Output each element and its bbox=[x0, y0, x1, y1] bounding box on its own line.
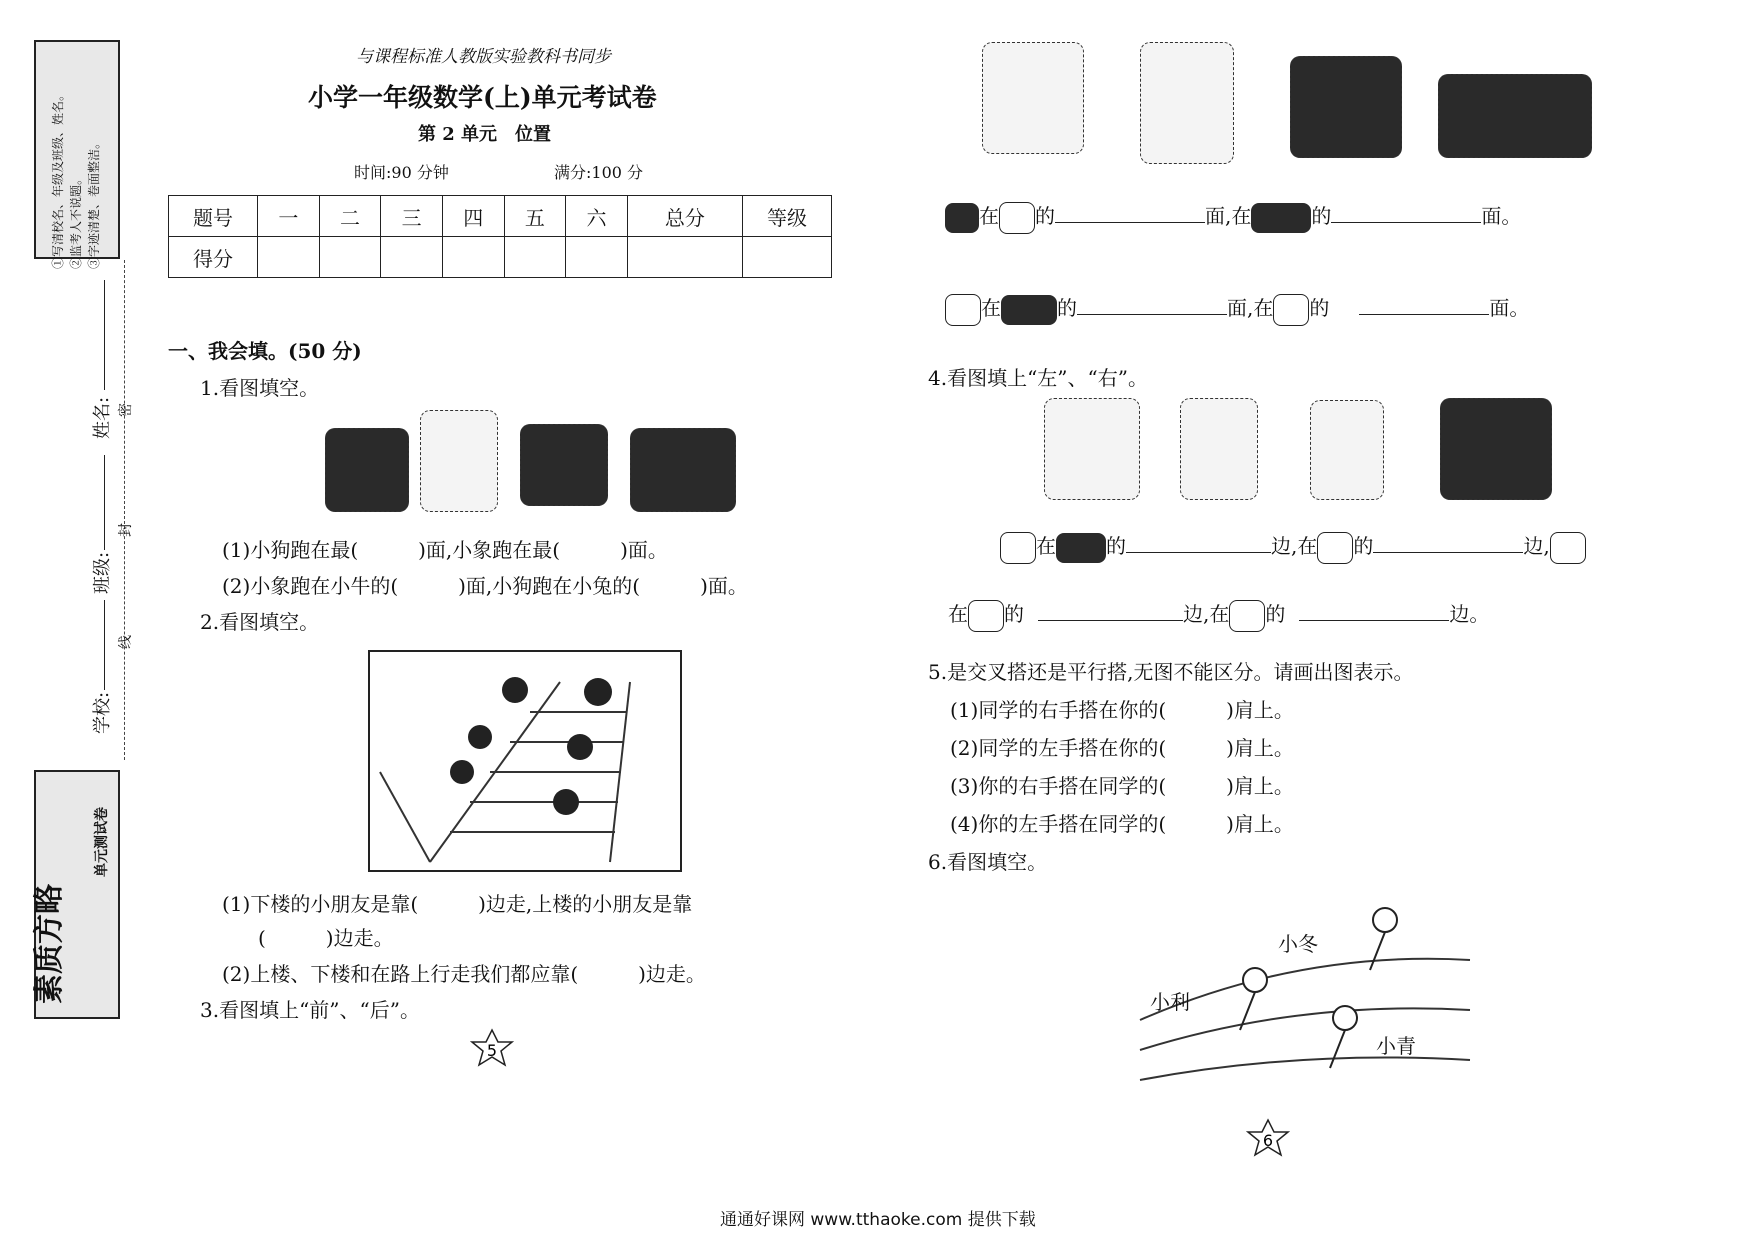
score-cell: 题号 bbox=[169, 196, 258, 237]
dog-image-q4 bbox=[1440, 398, 1552, 500]
stairs-picture bbox=[368, 650, 682, 872]
exam-time: 时间:90 分钟 bbox=[354, 163, 449, 182]
elephant-image bbox=[630, 428, 736, 512]
q5-item: (1)同学的右手搭在你的( )肩上。 bbox=[950, 698, 1294, 722]
cat-mini-icon bbox=[1000, 532, 1036, 564]
q1-sub2: (2)小象跑在小牛的( )面,小狗跑在小兔的( )面。 bbox=[222, 574, 748, 598]
q2-sub1-cont: ( )边走。 bbox=[258, 926, 394, 950]
score-input[interactable] bbox=[381, 237, 443, 278]
sidebar-name-label: 姓名: bbox=[92, 396, 114, 440]
rabbit-mini-icon bbox=[1317, 532, 1353, 564]
q4-line2: 在 的 边,在 的 边。 bbox=[948, 598, 1489, 632]
q4-line1: 在 的 边,在 的 边, bbox=[1000, 530, 1586, 564]
score-input[interactable] bbox=[627, 237, 742, 278]
rabbit-image-q4 bbox=[1180, 398, 1258, 500]
frog-mini-icon bbox=[968, 600, 1004, 632]
q1-title: 1.看图填空。 bbox=[200, 376, 320, 400]
score-input[interactable] bbox=[566, 237, 628, 278]
q4-title: 4.看图填上“左”、“右”。 bbox=[928, 366, 1148, 390]
answer-blank[interactable] bbox=[1055, 221, 1205, 223]
dog-mini-icon bbox=[945, 203, 979, 233]
stairs-drawing bbox=[370, 652, 680, 870]
q3-line1: 在 的 面,在 的 面。 bbox=[945, 200, 1521, 234]
q2-title: 2.看图填空。 bbox=[200, 610, 320, 634]
sidebar-brand-box bbox=[34, 770, 120, 1019]
q5-title: 5.是交叉搭还是平行搭,无图不能区分。请画出图表示。 bbox=[928, 660, 1414, 684]
sidebar-school-line bbox=[104, 600, 105, 690]
rabbit-mini-icon bbox=[1550, 532, 1586, 564]
rabbit-mini-icon bbox=[999, 202, 1035, 234]
page-number-star-right bbox=[1246, 1118, 1290, 1158]
q5-item: (3)你的右手搭在同学的( )肩上。 bbox=[950, 774, 1294, 798]
answer-blank[interactable] bbox=[1373, 551, 1523, 553]
score-cell: 一 bbox=[258, 196, 320, 237]
page-number-left: 5 bbox=[486, 1041, 498, 1060]
q3-title: 3.看图填上“前”、“后”。 bbox=[200, 998, 420, 1022]
footer-credit: 通通好课网 www.tthaoke.com 提供下载 bbox=[720, 1210, 1036, 1230]
score-input[interactable] bbox=[258, 237, 320, 278]
sidebar-class-label: 班级: bbox=[92, 551, 114, 595]
cat-image bbox=[1310, 400, 1384, 500]
answer-blank[interactable] bbox=[1299, 619, 1449, 621]
turtle-mini-icon bbox=[1251, 203, 1311, 233]
sidebar-class-line bbox=[104, 455, 105, 550]
score-input[interactable] bbox=[743, 237, 832, 278]
score-cell: 六 bbox=[566, 196, 628, 237]
squirrel-mini-icon bbox=[1273, 294, 1309, 326]
score-table bbox=[168, 195, 832, 278]
header-subtitle: 与课程标准人教版实验教科书同步 bbox=[356, 47, 611, 67]
running-track-picture bbox=[1130, 890, 1480, 1100]
runner-label-xiaoqing: 小青 bbox=[1376, 1034, 1416, 1058]
score-table-header-row bbox=[169, 196, 832, 237]
sidebar-notes: ①写清校名、年级及班级、姓名。 ②监考人不说题。 ③字迹清楚、卷面整洁。 bbox=[51, 88, 101, 269]
score-input[interactable] bbox=[442, 237, 504, 278]
dog-mini-icon bbox=[1001, 295, 1057, 325]
bull-image bbox=[520, 424, 608, 506]
page-number-star-left bbox=[470, 1028, 514, 1068]
q5-item: (2)同学的左手搭在你的( )肩上。 bbox=[950, 736, 1294, 760]
q5-item: (4)你的左手搭在同学的( )肩上。 bbox=[950, 812, 1294, 836]
score-table-score-row bbox=[169, 237, 832, 278]
rabbit-image bbox=[420, 410, 498, 512]
sidebar-school-label: 学校: bbox=[92, 691, 114, 735]
exam-full-score: 满分:100 分 bbox=[554, 163, 644, 182]
turtle-image bbox=[1438, 74, 1592, 158]
answer-blank[interactable] bbox=[1359, 313, 1489, 315]
page-title: 小学一年级数学(上)单元考试卷 bbox=[308, 83, 657, 112]
brand-title: 素质方略 bbox=[32, 884, 67, 1004]
score-cell: 二 bbox=[319, 196, 381, 237]
q2-sub2: (2)上楼、下楼和在路上行走我们都应靠( )边走。 bbox=[222, 962, 706, 986]
answer-blank[interactable] bbox=[1077, 313, 1227, 315]
seal-mark-feng: 封 bbox=[118, 523, 134, 537]
frog-image bbox=[1044, 398, 1140, 500]
score-cell: 五 bbox=[504, 196, 566, 237]
score-input[interactable] bbox=[504, 237, 566, 278]
dog-mini-icon bbox=[1056, 533, 1106, 563]
answer-blank[interactable] bbox=[1038, 619, 1183, 621]
brand-subtitle: 单元测试卷 bbox=[94, 807, 110, 877]
score-row-label: 得分 bbox=[169, 237, 258, 278]
seal-mark-mi: 密 bbox=[118, 403, 134, 417]
answer-blank[interactable] bbox=[1331, 221, 1481, 223]
q1-sub1: (1)小狗跑在最( )面,小象跑在最( )面。 bbox=[222, 538, 668, 562]
score-cell: 四 bbox=[442, 196, 504, 237]
answer-blank[interactable] bbox=[1126, 551, 1271, 553]
sidebar-name-line bbox=[104, 280, 105, 390]
rabbit-mini-icon bbox=[945, 294, 981, 326]
sidebar-notes-box bbox=[34, 40, 120, 269]
seal-mark-xian: 线 bbox=[118, 635, 134, 649]
score-cell: 三 bbox=[381, 196, 443, 237]
dog-image bbox=[325, 428, 409, 512]
runner-label-xiaoli: 小利 bbox=[1150, 990, 1190, 1014]
runner-label-xiaodong: 小冬 bbox=[1278, 932, 1318, 956]
squirrel-image bbox=[982, 42, 1084, 154]
score-input[interactable] bbox=[319, 237, 381, 278]
q6-title: 6.看图填空。 bbox=[928, 850, 1048, 874]
score-cell: 等级 bbox=[743, 196, 832, 237]
frog-mini-icon bbox=[1229, 600, 1265, 632]
section1-heading: 一、我会填。(50 分) bbox=[168, 339, 362, 363]
score-cell: 总分 bbox=[627, 196, 742, 237]
page-number-right: 6 bbox=[1262, 1131, 1274, 1150]
q3-line2: 在 的 面,在 的 面。 bbox=[945, 292, 1529, 326]
sidebar-dashed-line bbox=[124, 260, 125, 760]
q2-sub1: (1)下楼的小朋友是靠( )边走,上楼的小朋友是靠 bbox=[222, 892, 693, 916]
unit-title: 第 2 单元 位置 bbox=[418, 124, 552, 145]
dog-image-q3 bbox=[1290, 56, 1402, 158]
rabbit-image-q3 bbox=[1140, 42, 1234, 164]
